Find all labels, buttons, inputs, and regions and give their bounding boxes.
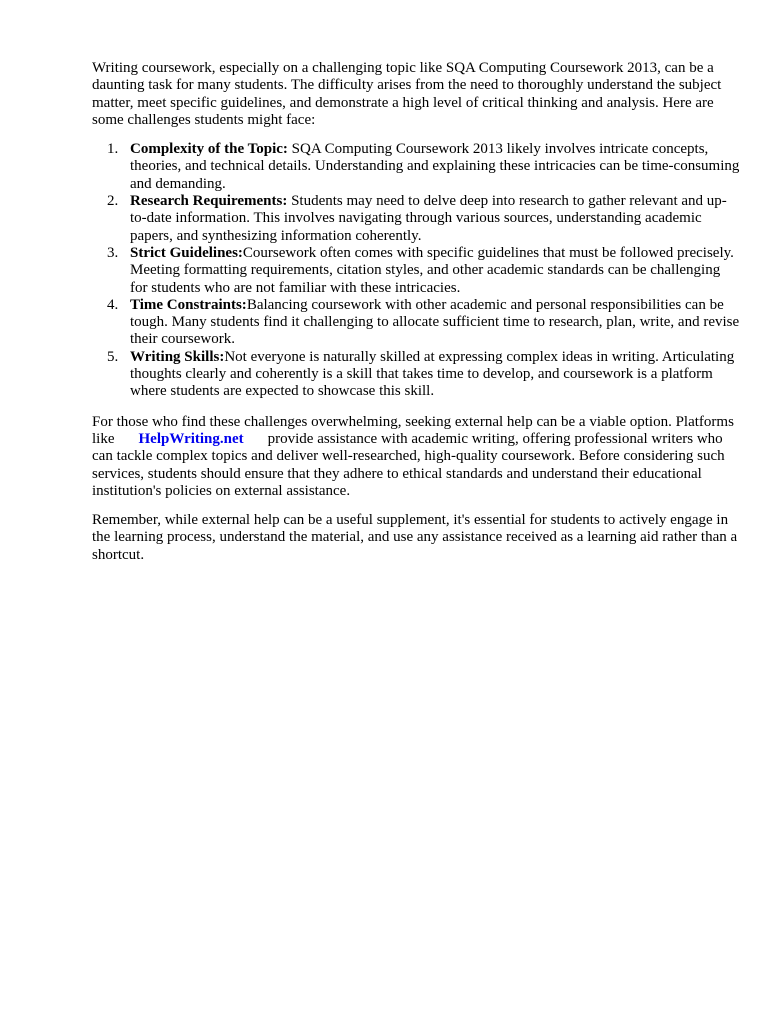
conclusion-paragraph: Remember, while external help can be a useful supplement, it's essential for students to actively engage in the learning process, understand the material, and use any assistance received as a learning aid rather than a shortcut. bbox=[92, 512, 738, 563]
list-item-text: Students may need to delve deep into research to gather relevant and up-to-date information. This involves navigating through various sources, understanding academic papers, and synthesizing information coherently. bbox=[130, 193, 727, 244]
external-help-text-before: For those who find these challenges overwhelming, seeking external help can be a viable option. Platforms like bbox=[92, 413, 734, 447]
list-item bbox=[92, 349, 740, 401]
external-help-paragraph bbox=[92, 414, 740, 500]
challenges-list bbox=[92, 141, 740, 400]
list-item-number: 3. bbox=[107, 244, 119, 261]
list-item-number: 1. bbox=[107, 141, 119, 158]
list-item-term: Research Requirements: bbox=[130, 193, 288, 210]
list-item-text: Coursework often comes with specific guidelines that must be followed precisely. Meeting formatting requirements, citation styles, and other academic standards can be challenging for students who are not familiar with these intricacies. bbox=[130, 244, 734, 296]
list-item-text: SQA Computing Coursework 2013 likely involves intricate concepts, theories, and technical details. Understanding and explaining these intricacies can be time-consuming and demanding. bbox=[130, 141, 740, 192]
list-item-term: Writing Skills: bbox=[130, 348, 225, 365]
list-item bbox=[92, 193, 740, 245]
list-item bbox=[92, 297, 740, 349]
list-item-text: Balancing coursework with other academic and personal responsibilities can be tough. Many students find it challenging to allocate sufficient time to research, plan, write, and revise their coursework. bbox=[130, 296, 740, 348]
list-item-text: Not everyone is naturally skilled at expressing complex ideas in writing. Articulating thoughts clearly and coherently is a skill that takes time to develop, and coursework is a platform where students are expected to showcase this skill. bbox=[130, 348, 735, 400]
document-page bbox=[92, 60, 740, 564]
list-item-number: 5. bbox=[107, 348, 119, 365]
list-item-number: 2. bbox=[107, 193, 119, 210]
list-item bbox=[92, 245, 740, 297]
list-item-term: Complexity of the Topic: bbox=[130, 141, 288, 158]
intro-paragraph: Writing coursework, especially on a challenging topic like SQA Computing Coursework 2013, can be a daunting task for many students. The difficulty arises from the need to thoroughly understand the subject matter, meet specific guidelines, and demonstrate a high level of critical thinking and analysis. Here are some challenges students might face: bbox=[92, 60, 722, 128]
external-help-text-after: provide assistance with academic writing, offering professional writers who can tackle complex topics and deliver well-researched, high-quality coursework. Before considering such services, students should ensure that they adhere to ethical standards and understand their educational institution's policies on external assistance. bbox=[92, 430, 725, 499]
list-item bbox=[92, 141, 740, 193]
list-item-term: Time Constraints: bbox=[130, 296, 247, 313]
helpwriting-link[interactable]: HelpWriting.net bbox=[138, 430, 244, 447]
list-item-number: 4. bbox=[107, 296, 119, 313]
list-item-term: Strict Guidelines: bbox=[130, 244, 243, 261]
